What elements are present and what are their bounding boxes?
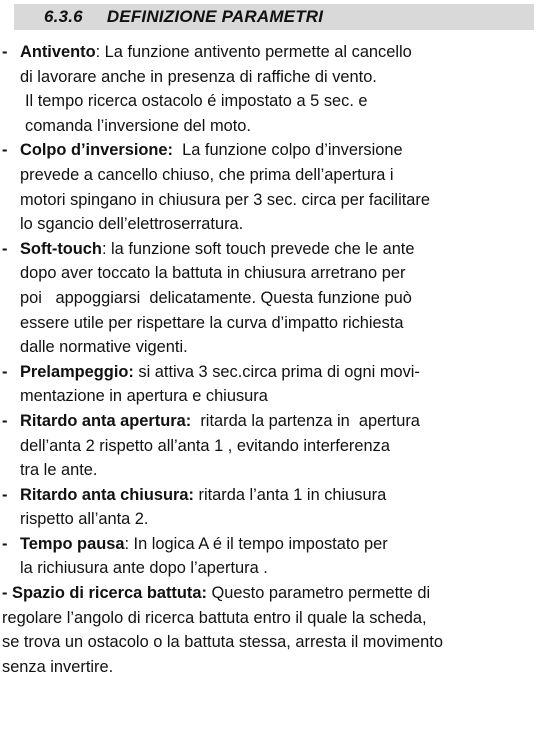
param-text: ritarda la partenza in apertura: [191, 411, 420, 430]
param-line: [2, 261, 550, 286]
bullet-dash: -: [2, 411, 8, 430]
param-term: Prelampeggio:: [20, 362, 134, 381]
param-text: senza invertire.: [2, 657, 114, 676]
param-line: [2, 507, 550, 532]
bullet-dash: -: [2, 534, 8, 553]
param-line: [2, 114, 550, 139]
param-line: [2, 163, 550, 188]
param-text: motori spingano in chiusura per 3 sec. circa per facilitare: [20, 190, 430, 209]
param-text: : la funzione soft touch prevede che le ante: [101, 239, 415, 258]
param-prelampeggio: [2, 360, 550, 409]
parameter-list: [2, 40, 550, 679]
param-tempo-pausa: [2, 532, 550, 581]
bullet-dash: -: [2, 362, 8, 381]
param-text: dell’anta 2 rispetto all’anta 1 , evitando interferenza: [20, 436, 390, 455]
param-text: rispetto all’anta 2.: [20, 510, 149, 529]
param-line: [2, 311, 550, 336]
param-line: [2, 384, 550, 409]
param-term: Tempo pausa: [20, 534, 125, 553]
param-line: [2, 630, 550, 655]
param-line: [2, 335, 550, 360]
param-text: regolare l’angolo di ricerca battuta entro il quale la scheda,: [2, 608, 427, 627]
param-ritardo-apertura: [2, 409, 550, 483]
bullet-dash: -: [2, 43, 8, 61]
param-text: dopo aver toccato la battuta in chiusura arretrano per: [20, 264, 406, 283]
param-text: ritarda l’anta 1 in chiusura: [193, 485, 387, 504]
param-line: [2, 434, 550, 459]
param-line: [2, 360, 550, 385]
param-text: Questo parametro permette di: [206, 584, 431, 603]
param-text: mentazione in apertura e chiusura: [20, 387, 268, 406]
param-antivento: [2, 40, 550, 138]
param-line: [2, 655, 550, 680]
bullet-dash: -: [2, 141, 8, 160]
param-text: Il tempo ricerca ostacolo é impostato a 5 sec. e: [25, 92, 368, 111]
param-line: [2, 138, 550, 163]
param-term: Ritardo anta chiusura:: [20, 485, 194, 504]
param-line: [2, 212, 550, 237]
bullet-dash: -: [2, 239, 8, 258]
param-text: tra le ante.: [20, 461, 98, 480]
param-line: [2, 65, 550, 90]
param-line: [2, 286, 550, 311]
param-text: se trova un ostacolo o la battuta stessa, arresta il movimento: [2, 633, 443, 652]
param-line: [2, 556, 550, 581]
param-text: poi appoggiarsi delicatamente. Questa funzione può: [20, 288, 412, 307]
param-text: dalle normative vigenti.: [20, 338, 188, 357]
param-text: : In logica A é il tempo impostato per: [124, 534, 388, 553]
param-text: essere utile per rispettare la curva d’impatto richiesta: [20, 313, 404, 332]
param-text: prevede a cancello chiuso, che prima dell’apertura i: [20, 165, 394, 184]
param-line: [2, 532, 550, 557]
bullet-dash: -: [2, 485, 8, 504]
param-soft-touch: [2, 237, 550, 360]
param-line: [2, 237, 550, 262]
param-term: Ritardo anta apertura:: [20, 411, 192, 430]
param-line: [2, 458, 550, 483]
section-header: [14, 4, 534, 30]
param-text: lo sgancio dell’elettroserratura.: [20, 215, 244, 234]
param-line: [2, 40, 550, 65]
param-colpo-inversione: [2, 138, 550, 236]
param-text: si attiva 3 sec.circa prima di ogni movi-: [133, 362, 420, 381]
param-line: [2, 581, 550, 606]
param-ritardo-chiusura: [2, 483, 550, 532]
param-text: : La funzione antivento permette al cancello: [95, 43, 412, 61]
section-title: DEFINIZIONE PARAMETRI: [106, 7, 324, 26]
param-spazio-ricerca-battuta: [2, 581, 550, 679]
param-line: [2, 89, 550, 114]
param-term: Antivento: [20, 43, 96, 61]
param-line: [2, 188, 550, 213]
param-text: la richiusura ante dopo l’apertura .: [20, 559, 268, 578]
param-term: - Spazio di ricerca battuta:: [2, 584, 207, 603]
section-number: 6.3.6: [44, 7, 83, 26]
param-line: [2, 409, 550, 434]
param-text: di lavorare anche in presenza di raffiche di vento.: [20, 67, 377, 86]
param-line: [2, 606, 550, 631]
param-line: [2, 483, 550, 508]
param-text: La funzione colpo d’inversione: [173, 141, 403, 160]
param-text: comanda l’inversione del moto.: [25, 116, 251, 135]
param-term: Colpo d’inversione:: [20, 141, 173, 160]
param-term: Soft-touch: [20, 239, 102, 258]
